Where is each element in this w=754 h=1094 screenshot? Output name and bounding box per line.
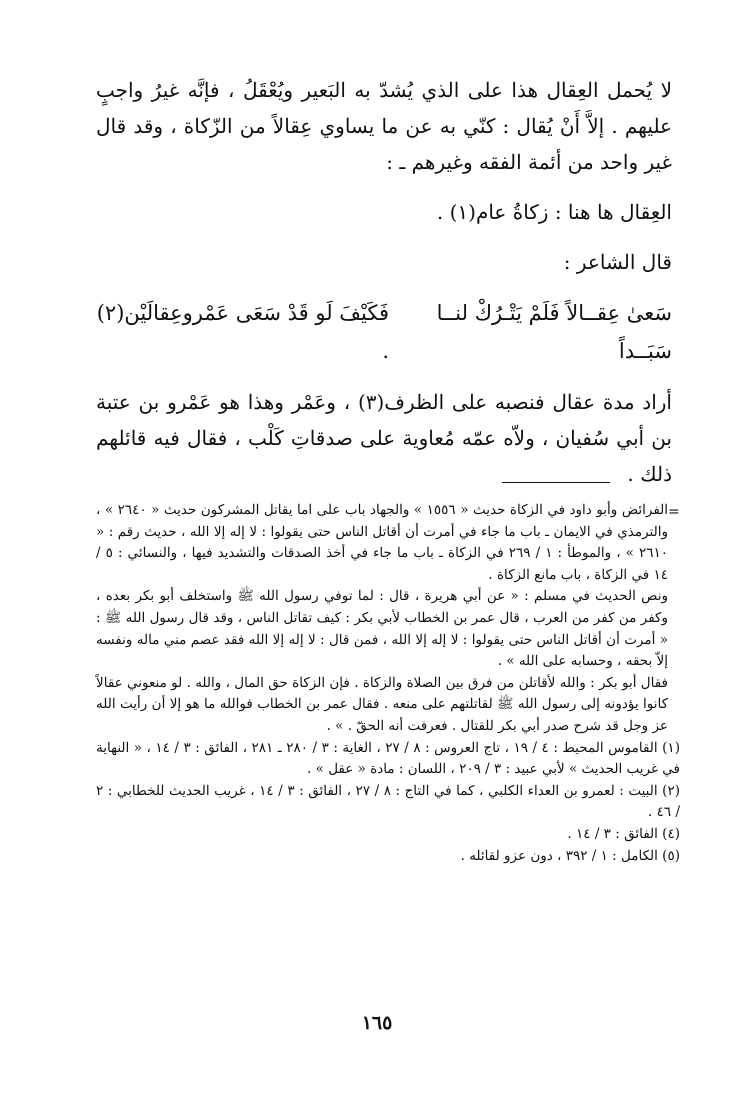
footnote-continuation-2: ونص الحديث في مسلم : « عن أبي هريرة ، قال : لما توفي رسول الله ﷺ واستخلف أبو بكر بعده ، وكفر من كفر من العرب ، قال عمر بن الخطاب لأبي بكر : كيف تقاتل الناس ، وقد قال رسول الله ﷺ : « أمرت أن أقاتل الناس حتى يقولوا : لا إله إلا الله ، فمن قال : لا إله إلا الله فقد عصم مني ماله ونفسه إلاّ بحقه ، وحسابه على الله » .	[96, 588, 668, 670]
footnote-continuation-1: الفرائض وأبو داود في الزكاة حديث « ١٥٥٦ » والجهاد باب على اما يقاتل المشركون حديث « ٢٦٤٠ » ، والترمذي في الايمان ـ باب ما جاء في أمرت أن أقاتل الناس حتى يقولوا : لا إله إلا الله ، حديث رقم : « ٢٦١٠ » ، والموطأ : ١ / ٢٦٩ في الزكاة ـ باب ما جاء في أخذ الصدقات والتشديد فيها ، والنسائي : ٥ / ١٤ في الزكاة ، باب مانع الزكاة .	[96, 502, 669, 583]
main-text	[96, 72, 672, 492]
verse-first-hemistich: سَعىٰ عِقــالاً فَلَمْ يَتْـرُكْ لنــا سَبَــداً	[436, 301, 672, 363]
paragraph-3: أراد مدة عقال فنصبه على الظرف(٣) ، وعَمْر وهذا هو عَمْرو بن عتبة بن أبي سُفيان ، ولاّه عمّه مُعاوية على صدقاتِ كَلْب ، فقال فيه قائلهم ذلك .	[96, 390, 672, 486]
poetry-verse	[96, 294, 672, 370]
paragraph-2: العِقال ها هنا : زكاةُ عام(١) .	[436, 200, 672, 224]
footnotes	[96, 500, 680, 867]
footnote-separator	[502, 482, 610, 483]
continuation-marker: =	[668, 504, 680, 520]
footnote-continuation-3: فقال أبو بكر : والله لأقاتلن من فرق بين الصلاة والزكاة . فإن الزكاة حق المال ، والله . لو منعوني عقالاً كانوا يؤدونه إلى رسول الله ﷺ لقاتلتهم على منعه . فقال عمر بن الخطاب فوالله ما هو إلا أن رأيت الله عز وجل قد شرح صدر أبي بكر للقتال . فعرفت أنه الحقّ . » .	[96, 674, 668, 734]
footnote-1: (١) القاموس المحيط : ٤ / ١٩ ، تاج العروس : ٨ / ٢٧ ، الغاية : ٣ / ٢٨٠ ـ ٢٨١ ، الفائق : ٣ / ١٤ ، « النهاية في غريب الحديث » لأبي عبيد : ٣ / ٢٠٩ ، اللسان : مادة « عقل » .	[96, 739, 680, 778]
footnote-5: (٥) الكامل : ١ / ٣٩٢ ، دون عزو لقائله .	[460, 847, 680, 864]
page-number: ١٦٥	[361, 1012, 393, 1034]
poet-intro: قال الشاعر :	[563, 250, 672, 274]
paragraph-1: لا يُحمل العِقال هذا على الذي يُشدّ به البَعير ويُعْقَلُ ، فإنَّه غيرُ واجبٍ عليهم . إلاَّ أَنْ يُقال : كنّي به عن ما يساوي عِقالاً من الزّكاة ، وقد قال غير واحد من أئمة الفقه وغيرهم ـ :	[96, 78, 672, 174]
footnote-4: (٤) الفائق : ٣ / ١٤ .	[567, 825, 680, 842]
footnote-2: (٢) البيت : لعمرو بن العداء الكلبي ، كما في التاج : ٨ / ٢٧ ، الفائق : ٣ / ١٤ ، غريب الحديث للخطابي : ٢ / ٤٦ .	[96, 782, 680, 821]
verse-second-hemistich: فَكَيْفَ لَو قَدْ سَعَى عَمْروعِقالَيْن(٢) .	[96, 301, 390, 363]
